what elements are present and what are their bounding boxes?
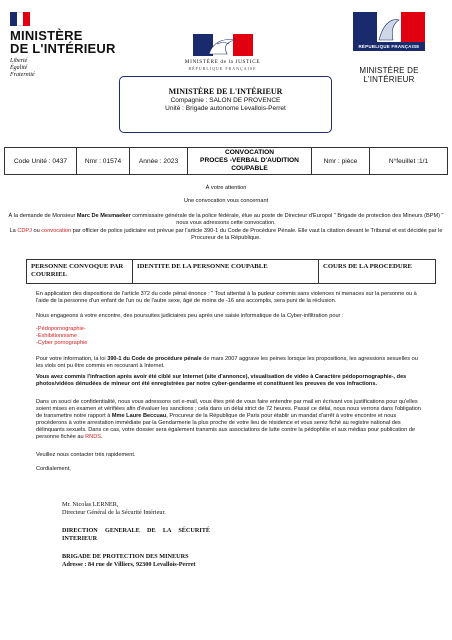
attention-line: À votre attention xyxy=(205,185,247,191)
law-reference: 390-1 du Code de procédure pénale xyxy=(107,356,202,362)
paragraph-confidentiality xyxy=(36,399,426,441)
reference-table xyxy=(4,147,448,175)
ministry-name-line2: DE L'INTÉRIEUR xyxy=(10,41,116,56)
para1-after: commissaire générale de la police fédérale, élue au poste de Directeur d'Europol " Brigade de protection des Mineurs (BPM) " nous vous adressons cette convocation. xyxy=(130,213,444,226)
justice-ministry-label: MINISTÈRE de la JUSTICE xyxy=(184,59,261,65)
sheet-cell: N°feuillet :1/1 xyxy=(388,157,429,165)
motto-liberte: Liberté xyxy=(10,58,28,64)
para1-before: À la demande de Monsieur xyxy=(8,213,77,219)
offence-list xyxy=(36,326,236,347)
paragraph-law-info xyxy=(36,356,426,370)
persons-table xyxy=(26,259,436,284)
brigade-name: BRIGADE DE PROTECTION DES MINEURS xyxy=(62,553,189,560)
motto-egalite: Égalité xyxy=(10,65,28,71)
marianne-flag-icon xyxy=(353,12,425,42)
number-cell: Nmr : 01574 xyxy=(77,148,130,174)
p5-a: Dans un souci de confidentialité, nous vous adressons cet e-mail, vous êtes prié de vous faire entendre par mail en écrivant vos justifications pour qu'elles soient mises en examen et vérifiées afin d'évaluer les sanctions ; cela dans un délai strict de 72 heures. Passé ce délai, nous nous verrons dans l'obligation de transmettre notre rapport à xyxy=(36,399,421,419)
cdpj-link: CDPJ xyxy=(17,228,32,234)
direction-line1: DIRECTION GENERALE DE LA SÉCURITÉ xyxy=(62,527,210,534)
title-box-heading: MINISTÈRE DE L'INTÉRIEUR xyxy=(168,87,283,96)
para2-ou: ou xyxy=(31,228,42,234)
rnds-link: RNDS xyxy=(85,434,101,440)
prosecutor-name: Mme Laure Beccuau xyxy=(111,413,167,419)
unit-code-cell: Code Unité : 0437 xyxy=(5,148,77,174)
offence-item: -Cyber pornographie xyxy=(36,340,88,346)
col-procedure: COURS DE LA PROCEDURE xyxy=(323,263,412,270)
offence-item: -Pédopornographie- xyxy=(36,326,86,332)
republic-francaise-banner: RÉPUBLIQUE FRANÇAISE xyxy=(353,42,425,51)
ministry-name-line1: MINISTÈRE xyxy=(10,28,83,43)
contact-request: Veuillez nous contacter très rapidement. xyxy=(36,452,136,458)
p3-b: de mars 2007 aggrave les peines lorsque les propositions, les agressions sexuelles ou les viols ont pu être commis en recourant à Internet. xyxy=(36,356,418,369)
republic-logo-right xyxy=(333,12,445,84)
offence-item: -Exhibitionnisme xyxy=(36,333,78,339)
col-person-identity: IDENTITE DE LA PERSONNE COUPABLE xyxy=(133,260,319,283)
motto-fraternite: Fraternité xyxy=(10,72,35,78)
closing: Cordialement, xyxy=(36,466,71,472)
marianne-icon xyxy=(193,34,253,56)
p5-c: . xyxy=(101,434,103,440)
p3-a: Pour votre information, la loi xyxy=(36,356,108,362)
para2-after: par officier de police judiciaire est prévue par l'article 390-1 du Code de Procédure Pénale. Elle vaut la citation devant le Tribunal et est décidée par le Procureur de la République. xyxy=(71,228,443,241)
direction-line2: INTERIEUR xyxy=(62,535,98,542)
paragraph-prosecution: Nous engageons à votre encontre, des poursuites judiciaires peu après une saisie informatique de la Cyber-infiltration pour : xyxy=(36,313,344,319)
title-box-company: Compagnie : SALON DE PROVENCE xyxy=(170,97,281,104)
paragraph-article-372: En application des dispositions de l'article 372 du code pénal énonce : " Tout attentat à la pudeur commis sans violences ni menaces sur la personne ou à l'aide de la personne d'un enfant de l'un ou de l'autre sexe, âgé de moins de -16 ans accomplis, sera puni de la réclusion. xyxy=(36,291,417,304)
para2-prefix: La xyxy=(9,228,18,234)
ministry-interior-logo-left xyxy=(10,12,120,79)
brigade-address: Adresse : 84 rue de Villiers, 92300 Levallois-Perret xyxy=(62,561,196,568)
convocation-line3: COUPABLE xyxy=(231,165,268,172)
commissioner-name: Marc De Mesmaeker xyxy=(76,213,131,219)
paragraph-request xyxy=(6,213,446,227)
french-flag-icon xyxy=(10,12,30,26)
convocation-line2: PROCES -VERBAL D'AUDITION xyxy=(200,157,299,164)
justice-republic-label: RÉPUBLIQUE FRANÇAISE xyxy=(188,66,257,71)
paragraph-offence-bold: Vous avez commis l'infraction après avoir été ciblé sur Internet (site d'annonce), visualisation de vidéo à Caractère pédopornographie-, des photos/vidéos dénudées de mineur ont été enregistrées par notre cyber-gendarme et constituent les preuves de vos infractions. xyxy=(36,374,407,387)
year-cell: Année : 2023 xyxy=(130,148,188,174)
subject-line: Une convocation vous concernant xyxy=(183,198,269,204)
piece-cell: Nmr : pièce xyxy=(312,148,370,174)
ministry-interior-right-label: MINISTÈRE DE L'INTÉRIEUR xyxy=(359,66,419,84)
signatory-role: Directeur Général de la Sécurité Intérieur. xyxy=(62,509,166,516)
convocation-line1: CONVOCATION xyxy=(225,149,274,156)
col-person-convoked: PERSONNE CONVOQUE PAR COURRIEL xyxy=(27,260,133,283)
title-box-unit: Unité : Brigade autonome Levallois-Perret xyxy=(165,105,286,112)
paragraph-legal-basis xyxy=(6,228,446,242)
title-box xyxy=(119,76,332,133)
p5-b: , Procureur de la République de Paris pour établir un mandat d'arrêt à votre encontre et nous procéderons à votre arrestation immédiate par la Gendarmerie la plus proche de votre lieu de résidence et vous serez fiché au registre national des délinquants sexuels. Dans ce cas, votre dossier sera également transmis aux associations de lutte contre la pédophilie et aux médias pour publication de personne fichée au xyxy=(36,413,416,440)
signatory-name: Mr. Nicolas LERNER, xyxy=(62,501,119,508)
convocation-link: convocation xyxy=(41,228,72,234)
ministry-justice-logo xyxy=(170,34,275,71)
convocation-cell xyxy=(188,148,312,174)
